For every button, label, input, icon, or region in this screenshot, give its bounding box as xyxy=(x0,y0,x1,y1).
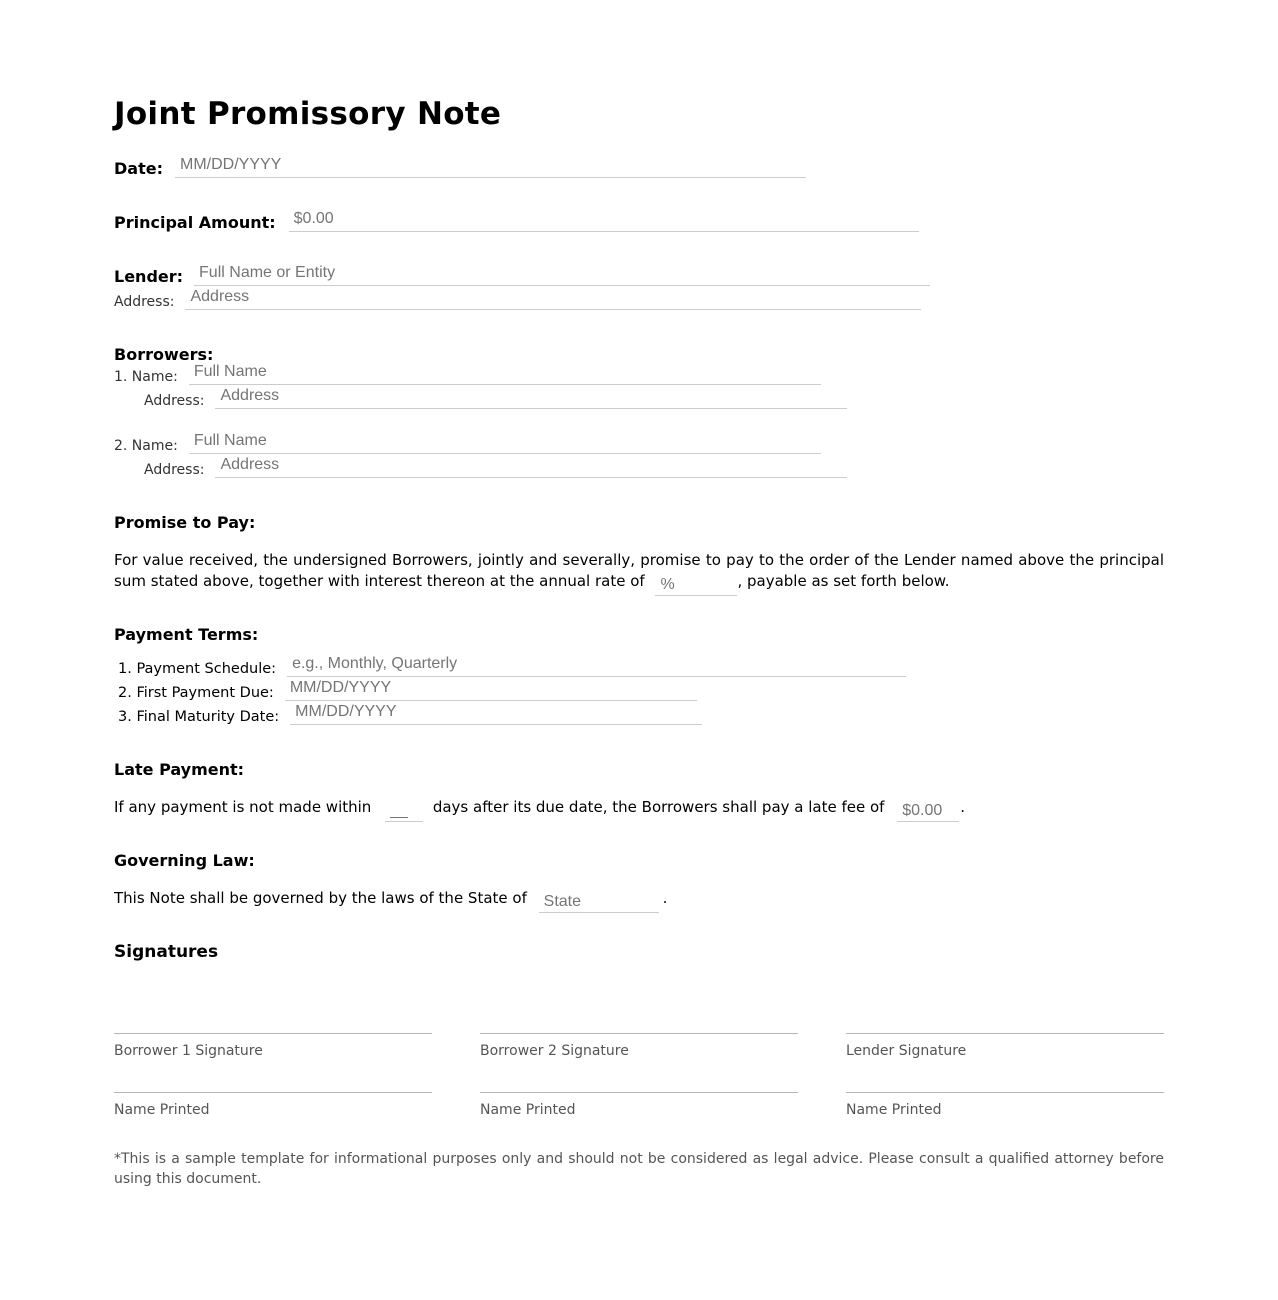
date-input[interactable] xyxy=(175,156,806,178)
borrower-2-address-input[interactable] xyxy=(215,456,847,478)
date-label: Date: xyxy=(114,159,163,178)
borrower-1-name-row xyxy=(114,361,821,385)
governing-law-paragraph xyxy=(114,888,1164,913)
principal-amount-input[interactable] xyxy=(289,210,919,232)
first-payment-due-row xyxy=(118,677,697,701)
borrower-2-name-printed-label: Name Printed xyxy=(480,1102,576,1118)
late-payment-text-before: If any payment is not made within xyxy=(114,798,377,816)
borrower-2-name-input[interactable] xyxy=(189,432,821,454)
promise-to-pay-heading: Promise to Pay: xyxy=(114,513,256,532)
late-fee-input[interactable] xyxy=(897,802,959,822)
lender-address-input[interactable] xyxy=(185,288,921,310)
disclaimer-text: *This is a sample template for informational purposes only and should not be considered as legal advice. Please consult a qualified attorney before using this document. xyxy=(114,1151,1164,1187)
borrowers-heading: Borrowers: xyxy=(114,345,214,364)
page-title: Joint Promissory Note xyxy=(114,96,502,132)
lender-name-input[interactable] xyxy=(194,264,930,286)
interest-rate-input[interactable] xyxy=(655,576,737,596)
lender-name-printed-line[interactable] xyxy=(846,1092,1164,1093)
borrower-2-signature-label: Borrower 2 Signature xyxy=(480,1043,629,1059)
late-payment-paragraph xyxy=(114,797,1164,822)
lender-address-row xyxy=(114,286,921,310)
borrower-1-signature-line[interactable] xyxy=(114,1033,432,1034)
borrower-1-name-input[interactable] xyxy=(189,363,821,385)
principal-label: Principal Amount: xyxy=(114,213,276,232)
borrower-2-signature-line[interactable] xyxy=(480,1033,798,1034)
final-maturity-date-input[interactable] xyxy=(290,703,702,725)
principal-row xyxy=(114,208,919,232)
borrower-1-name-label: 1. Name: xyxy=(114,369,178,385)
first-payment-due-input[interactable] xyxy=(285,679,697,701)
borrower-2-name-printed-line[interactable] xyxy=(480,1092,798,1093)
governing-law-heading: Governing Law: xyxy=(114,851,255,870)
state-input[interactable] xyxy=(539,893,659,913)
borrower-1-address-row xyxy=(144,385,847,409)
final-maturity-date-row xyxy=(118,701,702,725)
payment-schedule-input[interactable] xyxy=(287,655,906,677)
lender-signature-label: Lender Signature xyxy=(846,1043,967,1059)
borrower-1-address-input[interactable] xyxy=(215,387,847,409)
governing-law-text-before: This Note shall be governed by the laws of the State of xyxy=(114,889,532,907)
governing-law-text-after: . xyxy=(662,889,668,907)
borrower-2-address-label: Address: xyxy=(144,462,205,478)
borrower-1-address-label: Address: xyxy=(144,393,205,409)
late-payment-text-middle: days after its due date, the Borrowers shall pay a late fee of xyxy=(428,798,890,816)
promise-text-before: For value received, the undersigned Borrowers, jointly and severally, promise to pay to the order of the Lender named above the principal sum stated above, together with interest thereon at the annual rate of xyxy=(114,551,1164,590)
lender-label: Lender: xyxy=(114,267,184,286)
lender-name-printed-label: Name Printed xyxy=(846,1102,942,1118)
date-row xyxy=(114,154,806,178)
borrower-2-name-row xyxy=(114,430,821,454)
signatures-heading: Signatures xyxy=(114,942,219,962)
late-days-input[interactable] xyxy=(385,802,423,822)
borrower-2-name-label: 2. Name: xyxy=(114,438,178,454)
final-maturity-date-label: 3. Final Maturity Date: xyxy=(118,709,280,725)
borrower-2-address-row xyxy=(144,454,847,478)
first-payment-due-label: 2. First Payment Due: xyxy=(118,685,274,701)
payment-terms-heading: Payment Terms: xyxy=(114,625,259,644)
late-payment-heading: Late Payment: xyxy=(114,760,245,779)
borrower-1-signature-label: Borrower 1 Signature xyxy=(114,1043,263,1059)
borrower-1-name-printed-line[interactable] xyxy=(114,1092,432,1093)
lender-address-label: Address: xyxy=(114,294,175,310)
lender-row xyxy=(114,262,930,286)
late-payment-text-after: . xyxy=(960,798,965,816)
payment-schedule-row xyxy=(118,653,906,677)
promise-text-after: , payable as set forth below. xyxy=(737,572,950,590)
promise-to-pay-paragraph xyxy=(114,550,1164,596)
borrower-1-name-printed-label: Name Printed xyxy=(114,1102,210,1118)
payment-schedule-label: 1. Payment Schedule: xyxy=(118,661,277,677)
lender-signature-line[interactable] xyxy=(846,1033,1164,1034)
